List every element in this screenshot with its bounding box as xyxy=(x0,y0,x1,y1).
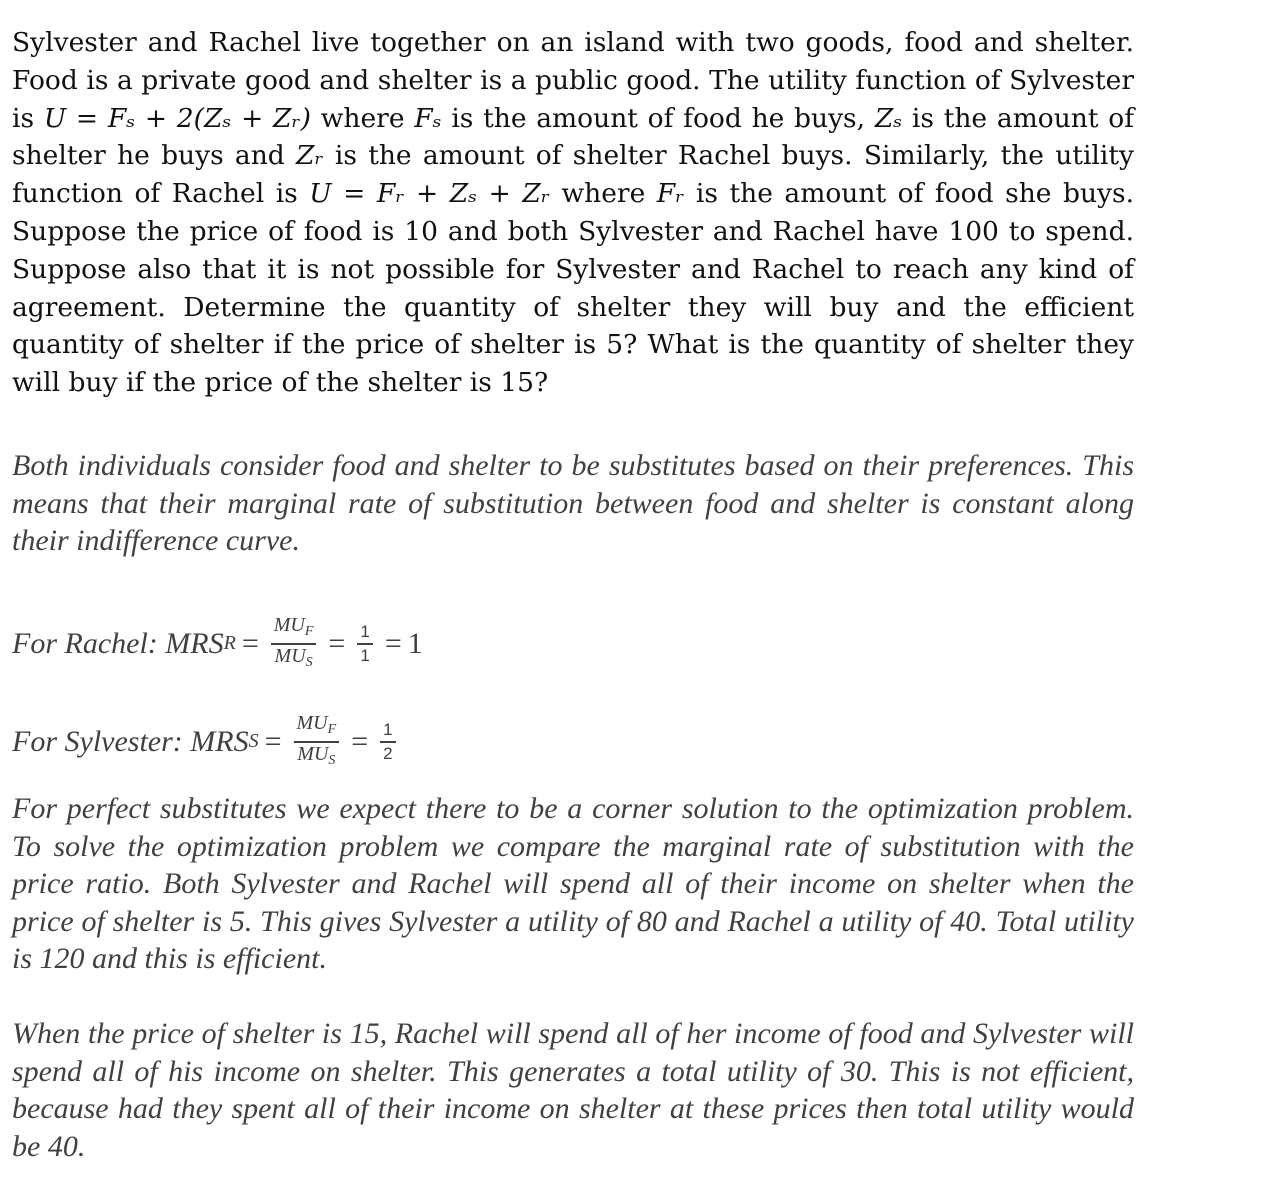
fraction-denominator: 1 xyxy=(360,645,370,665)
mu-text: MU xyxy=(296,712,328,734)
mu-ratio-fraction xyxy=(294,712,340,772)
rachel-utility-formula: U = Fᵣ + Zₛ + Zᵣ xyxy=(309,178,550,210)
mu-subscript: S xyxy=(305,654,313,670)
problem-text: is the amount of food she buys. Suppose the price of food is 10 and both Sylvester and Rachel have 100 to spend. Suppose also that it is not possible for Sylvester and Rachel to reach any kind of agreement. Determine the quantity of shelter they will buy and the efficient quantity of shelter if the price of shelter is 5? What is the quantity of shelter they will buy if the price of the shelter is 15? xyxy=(12,178,1135,399)
answer-paragraph-price-15: When the price of shelter is 15, Rachel will spend all of her income of food and Sylvester will spend all of his income on shelter. This generates a total utility of 30. This is not efficient, because had they spent all of their income on shelter at these prices then total utility would be 40. xyxy=(12,1017,1134,1163)
mu-subscript: S xyxy=(328,752,336,768)
mu-text: MU xyxy=(274,644,306,667)
numeric-fraction xyxy=(357,621,372,667)
mu-text: MU xyxy=(297,742,329,765)
rachel-mrs-equation xyxy=(12,614,423,674)
rachel-mrs-subscript: R xyxy=(223,632,236,655)
rachel-mrs-result: 1 xyxy=(407,626,423,660)
symbol-fr: Fᵣ xyxy=(656,178,685,210)
sylvester-mrs-label: For Sylvester: MRS xyxy=(12,724,249,758)
answer-paragraph-substitutes: Both individuals consider food and shelter to be substitutes based on their preferences. This means that their marginal rate of substitution between food and shelter is constant along their indifference curve. xyxy=(12,449,1134,557)
equals-sign: = xyxy=(351,724,369,758)
numeric-fraction xyxy=(380,719,395,765)
problem-text: where xyxy=(310,102,415,134)
sylvester-utility-formula: U = Fₛ + 2(Zₛ + Zᵣ) xyxy=(43,102,311,134)
mu-subscript: F xyxy=(327,722,337,737)
mu-text: MU xyxy=(273,614,305,636)
fraction-numerator: 1 xyxy=(383,720,393,739)
fraction-numerator xyxy=(271,614,317,643)
equals-sign: = xyxy=(384,626,402,660)
symbol-zs: Zₛ xyxy=(874,102,903,134)
fraction-denominator: 2 xyxy=(383,743,393,763)
fraction-numerator: 1 xyxy=(360,622,370,641)
problem-text: Sylvester and Rachel live together on an island with two goods, food and shelter. Food is a private good and shelter is a public good. The utility function of Sylvester is xyxy=(12,27,1134,134)
fraction-denominator xyxy=(294,743,338,772)
problem-text: is the amount of shelter he buys and xyxy=(12,102,1134,172)
fraction-denominator xyxy=(272,645,316,674)
symbol-zr: Zᵣ xyxy=(296,140,324,172)
rachel-mrs-label: For Rachel: MRS xyxy=(12,626,224,660)
problem-statement xyxy=(12,24,1134,402)
problem-text: is the amount of shelter Rachel buys. Similarly, the utility function of Rachel is xyxy=(12,140,1134,210)
symbol-fs: Fₛ xyxy=(414,102,442,134)
sylvester-mrs-equation xyxy=(12,712,402,772)
equals-sign: = xyxy=(328,626,346,660)
equals-sign: = xyxy=(264,724,282,758)
answer-paragraph-corner-solution: For perfect substitutes we expect there to be a corner solution to the optimization problem. To solve the optimization problem we compare the marginal rate of substitution with the price ratio. Both Sylvester and Rachel will spend all of their income on shelter when the price of shelter is 5. This gives Sylvester a utility of 80 and Rachel a utility of 40. Total utility is 120 and this is efficient. xyxy=(12,792,1134,975)
sylvester-mrs-subscript: S xyxy=(248,730,259,753)
fraction-numerator xyxy=(294,712,340,741)
mu-ratio-fraction xyxy=(271,614,317,674)
problem-text: where xyxy=(549,178,657,210)
mu-subscript: F xyxy=(304,624,314,639)
equals-sign: = xyxy=(241,626,259,660)
problem-text: is the amount of food he buys, xyxy=(441,102,875,134)
